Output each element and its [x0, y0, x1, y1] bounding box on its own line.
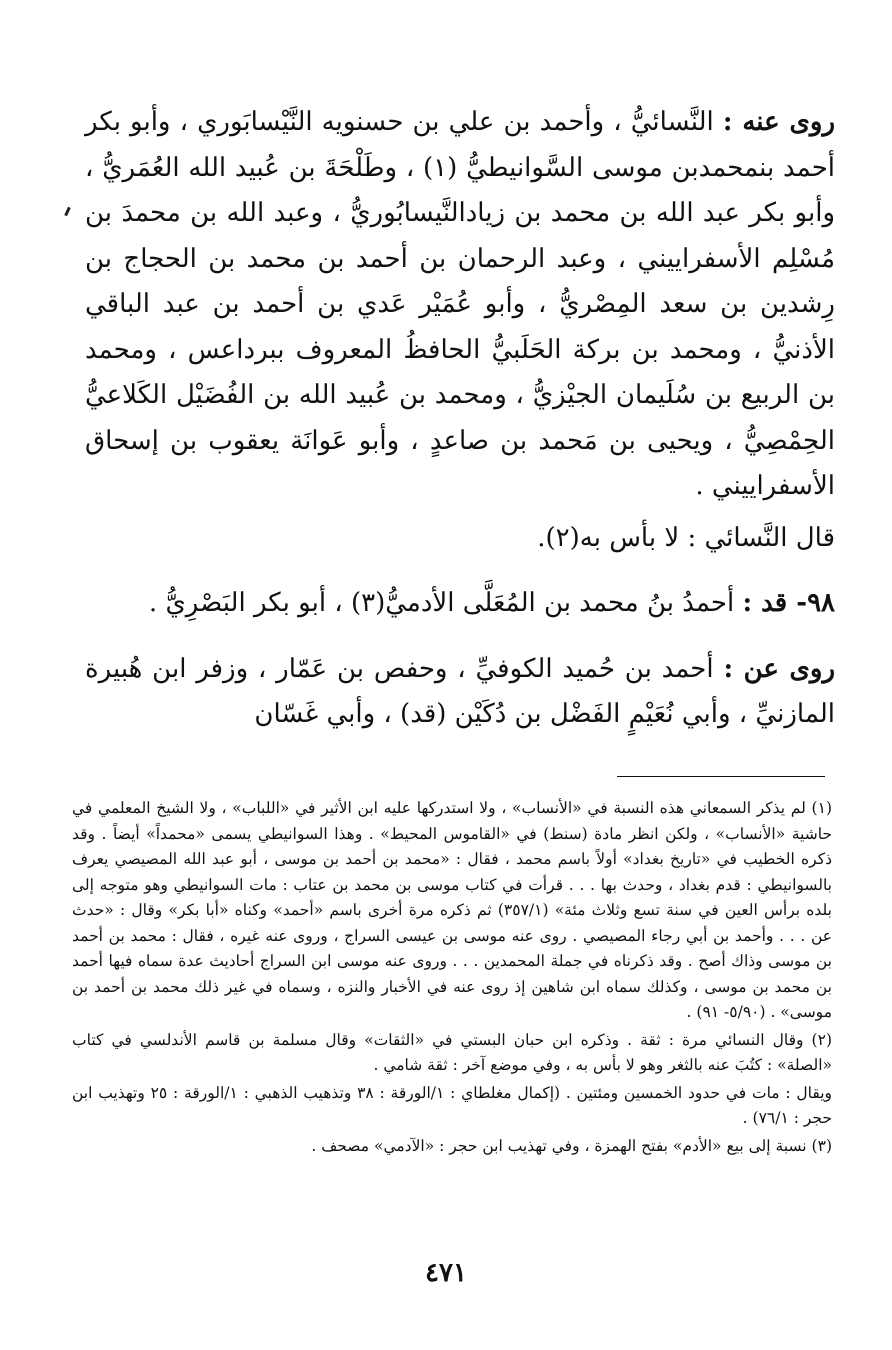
footnote-2-continued: ويقال : مات في حدود الخمسين ومئتين . (إكمال مغلطاي : ١/الورقة : ٣٨ وتذهيب الذهبي : ١/الورقة : ٢٥ وتهذيب ابن حجر : ٧٦/١) . [72, 1083, 833, 1127]
footnotes [72, 796, 832, 1161]
narrated-from-him-text: النَّسائيُّ ، وأحمد بن علي بن حسنويه النَّيْسابَوري ، وأبو بكر أحمد بنمحمدبن موسى السَّوانيطيُّ (١) ، وطَلْحَةَ بن عُبيد الله العُمَريُّ ، وأبو بكر عبد الله بن محمد بن زيادالنَّيسابُوريُّ ، وعبد الله بن محمدَ بن مُسْلِم الأسفراييني ، وعبد الرحمان بن أحمد بن محمد بن الحجاج بن رِشدين بن سعد المِصْريُّ ، وأبو عُمَيْر عَدي بن أحمد بن عبد الباقي الأذنيُّ ، ومحمد بن بركة الحَلَبيُّ الحافظُ المعروف ببرداعس ، ومحمد بن الربيع بن سُلَيمان الجيْزيُّ ، ومحمد بن عُبيد الله بن الفُضَيْل الكَلاعيُّ الحِمْصِيُّ ، ويحيى بن مَحمد بن صاعدٍ ، وأبو عَوانَة يعقوب بن إسحاق الأسفراييني . [85, 107, 835, 501]
biography-entry-heading [85, 581, 835, 627]
main-text [85, 100, 835, 738]
footnote-3: (٣) نسبة إلى بيع «الأدم» بفتح الهمزة ، وفي تهذيب ابن حجر : «الآدمي» مصحف . [311, 1136, 832, 1155]
footnote-2: (٢) وقال النسائي مرة : ثقة . وذكره ابن حبان البستي في «الثقات» وقال مسلمة بن قاسم الأندلسي في كتاب «الصلة» : كتُبَ عنه بالثغر وهو لا بأس به ، وفي موضع آخر : ثقة شامي . [72, 1030, 832, 1074]
margin-mark [64, 207, 71, 216]
footnote-divider [617, 776, 825, 777]
entry-name: أحمدُ بنُ محمد بن المُعَلَّى الأدميُّ(٣) ، أبو بكر البَصْرِيُّ . [148, 588, 735, 618]
narrated-from-him-label: روى عنه : [722, 107, 835, 137]
narrated-from-label: روى عن : [723, 653, 836, 684]
narrated-from-text: أحمد بن حُميد الكوفيِّ ، وحفص بن عَمّار ، وزفر ابن هُبيرة المازنيِّ ، وأبي نُعَيْمٍ الفَضْل بن دُكَيْن (قد) ، وأبي غَسّان [85, 653, 835, 729]
footnote-1: (١) لم يذكر السمعاني هذه النسبة في «الأنساب» ، ولا استدركها عليه ابن الأثير في «اللباب» ، ولا الشيخ المعلمي في حاشية «الأنساب» ، ولكن انظر مادة (سنط) في «القاموس المحيط» . وهذا السوانيطي يسمى «محمداً» أيضاً . وقد ذكره الخطيب في «تاريخ بغداد» أولاً باسم محمد ، فقال : «محمد بن أحمد بن موسى ، أبو عبد الله المصيصي يعرف بالسوانيطي : قدم بغداد ، وحدث بها . . . قرأت في كتاب موسى بن محمد بن عتاب : مات السوانيطي وهو متوجه إلى بلده برأس العين في سنة تسع وثلاث مئة» (٣٥٧/١) ثم ذكره مرة أخرى باسم «أحمد» وكناه «أبا بكر» وقال : «حدث عن . . . وأحمد بن أبي رجاء المصيصي . روى عنه موسى بن عيسى السراج ، وروى عنه غيره ، فقال : محمد بن أحمد بن موسى وذاك أصح . وقد ذكرناه في جملة المحمدين . . . وروى عنه موسى ابن السراج أحاديث عدة سماه فيها أحمد بن محمد بن موسى ، وكذلك سماه ابن شاهين إذ روى عنه في الأخبار والنزه ، وسماه في غير ذلك محمد بن أحمد بن موسى» . (٥/٩٠- ٩١) . [72, 799, 833, 1021]
entry-number-label: ٩٨- قد : [742, 588, 835, 618]
narrators-from-him [85, 100, 835, 510]
narrated-from [85, 647, 835, 738]
page-number: ٤٧١ [425, 1258, 467, 1288]
nasai-verdict: قال النَّسائي : لا بأس به(٢). [537, 522, 835, 553]
